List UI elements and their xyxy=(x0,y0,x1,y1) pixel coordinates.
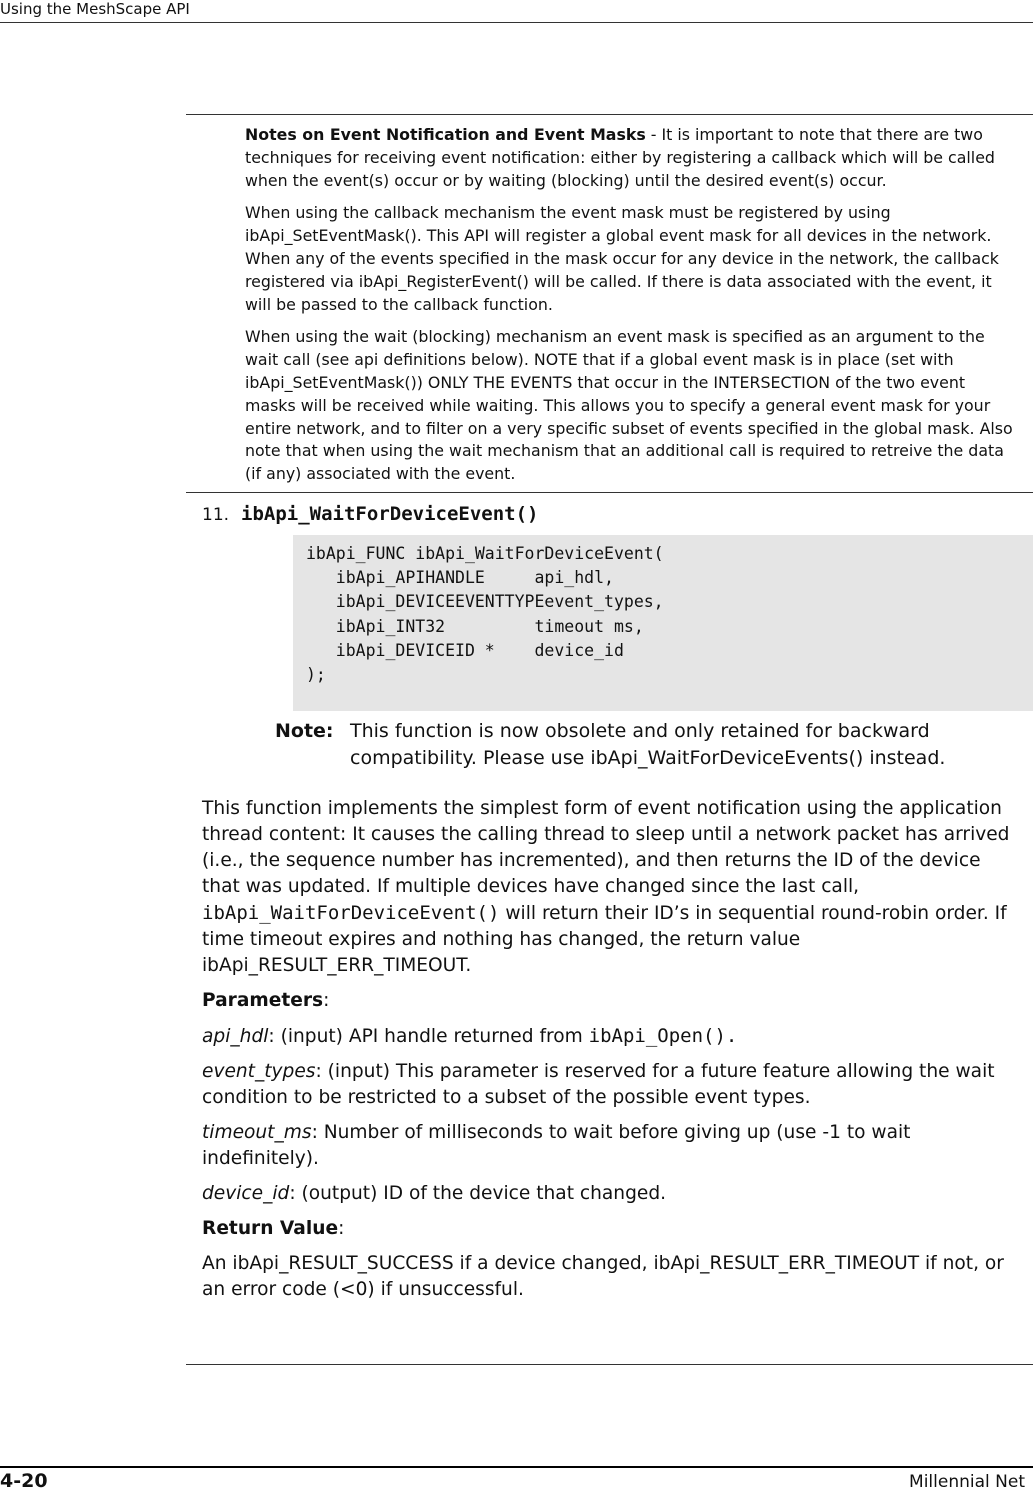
param-code: ibApi_Open(). xyxy=(588,1025,738,1047)
section-end-rule xyxy=(186,1364,1033,1365)
param-name: timeout_ms xyxy=(202,1122,312,1143)
param-name: device_id xyxy=(202,1183,290,1204)
param-name: api_hdl xyxy=(202,1026,269,1047)
running-header: Using the MeshScape API xyxy=(0,0,190,18)
notes-para-1 xyxy=(245,124,1020,192)
return-value-heading-line: Return Value: xyxy=(202,1218,345,1239)
param-device-id xyxy=(202,1181,1020,1207)
notes-intro: - It is important to note that there are two techniques for receiving event notification: either by registering a callback which will be called when the event(s) occur or by waiting (blocking) until the desired event(s) occur. xyxy=(245,125,995,190)
note-text: This function is now obsolete and only retained for backward compatibility. Please use ibApi_WaitForDeviceEvents() instead. xyxy=(350,720,946,769)
section-function-name: ibApi_WaitForDeviceEvent() xyxy=(241,503,539,525)
param-text: : (output) ID of the device that changed. xyxy=(289,1183,667,1204)
description-text-1: This function implements the simplest form of event notification using the application thread content: It causes the calling thread to sleep until a network packet has arrived (i.e., the sequence number has incremented), and then returns the ID of the device that was updated. If multiple devices have changed since the last call, xyxy=(202,798,1010,897)
notes-box xyxy=(245,124,1020,496)
notes-title: Notes on Event Notification and Event Masks xyxy=(245,125,646,144)
code-block xyxy=(293,535,1033,711)
parameters-heading: Parameters xyxy=(202,990,324,1011)
header-rule xyxy=(0,22,1033,23)
footer-company: Millennial Net xyxy=(909,1472,1025,1492)
notes-top-rule xyxy=(186,114,1033,115)
section-heading xyxy=(202,503,538,526)
section-number: 11. xyxy=(202,505,230,525)
footer-rule xyxy=(0,1466,1033,1468)
description-code: ibApi_WaitForDeviceEvent() xyxy=(202,902,500,924)
description-paragraph xyxy=(202,796,1020,979)
param-api-hdl xyxy=(202,1023,1020,1050)
code-text: ibApi_FUNC ibApi_WaitForDeviceEvent( ibApi_APIHANDLE api_hdl, ibApi_DEVICEEVENTTYPEevent_types, ibApi_INT32 timeout ms, ibApi_DEVICEID * device_id ); xyxy=(306,544,664,685)
param-timeout-ms xyxy=(202,1120,1020,1172)
return-value-heading: Return Value xyxy=(202,1218,339,1239)
function-description xyxy=(202,796,1020,1312)
parameters-heading-line: Parameters: xyxy=(202,990,330,1011)
return-value-text: An ibApi_RESULT_SUCCESS if a device changed, ibApi_RESULT_ERR_TIMEOUT if not, or an error code (<0) if unsuccessful. xyxy=(202,1253,1004,1300)
notes-bottom-rule xyxy=(186,492,1033,493)
notes-para-3: When using the wait (blocking) mechanism an event mask is specified as an argument to the wait call (see api definitions below). NOTE that if a global event mask is in place (set with ibApi_SetEventMask()) ONLY THE EVENTS that occur in the INTERSECTION of the two event masks will be received while waiting. This allows you to specify a general event mask for your entire network, and to filter on a very specific subset of events specified in the global mask. Also note that when using the wait mechanism that an additional call is required to retreive the data (if any) associated with the event. xyxy=(245,327,1013,484)
param-text: : (input) This parameter is reserved for a future feature allowing the wait condition to be restricted to a subset of the possible event types. xyxy=(202,1061,995,1108)
description-text-2: will return their ID’s in sequential round-robin order. If time timeout expires and nothing has changed, the return value ibApi_RESULT_ERR_TIMEOUT. xyxy=(202,903,1007,976)
note-label: Note: xyxy=(275,720,334,742)
notes-para-2: When using the callback mechanism the event mask must be registered by using ibApi_SetEventMask(). This API will register a global event mask for all devices in the network. When any of the events specified in the mask occur for any device in the network, the callback registered via ibApi_RegisterEvent() will be called. If there is data associated with the event, it will be passed to the callback function. xyxy=(245,203,999,314)
param-text: : Number of milliseconds to wait before giving up (use -1 to wait indefinitely). xyxy=(202,1122,911,1169)
param-text: : (input) API handle returned from xyxy=(268,1026,589,1047)
param-event-types xyxy=(202,1059,1020,1111)
page-number: 4-20 xyxy=(0,1470,48,1492)
param-name: event_types xyxy=(202,1061,316,1082)
